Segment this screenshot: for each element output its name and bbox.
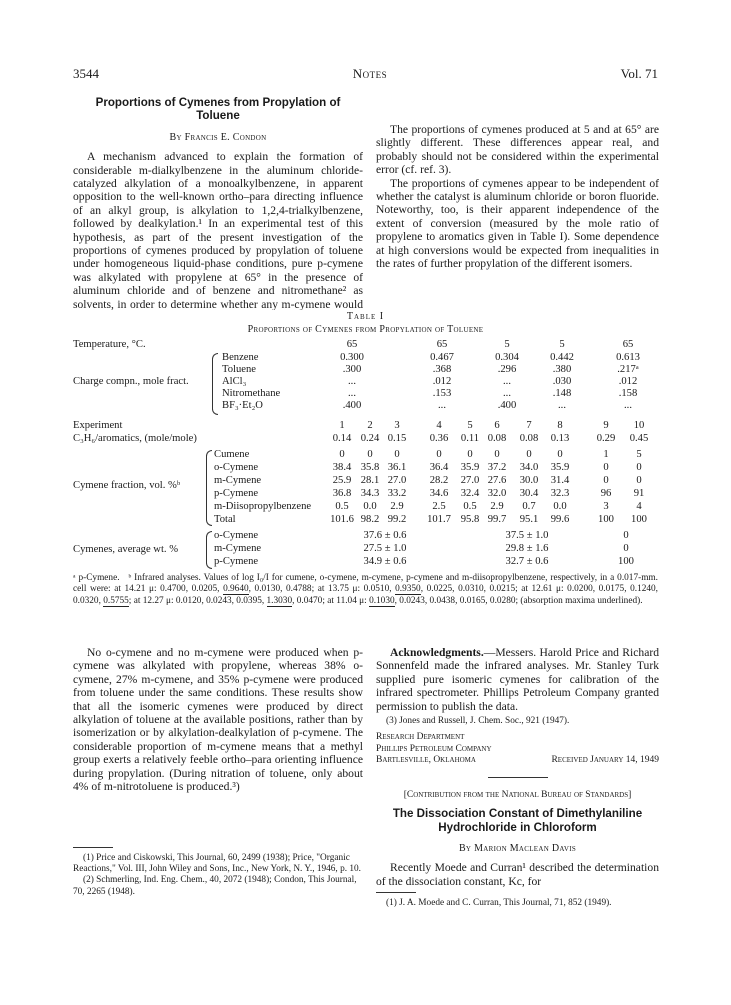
affiliation-city: Bartlesville, Oklahoma <box>376 755 476 766</box>
fraction-cell: 33.2 <box>387 488 407 499</box>
fraction-cell: 100 <box>631 514 647 525</box>
fraction-cell: 0 <box>557 449 563 460</box>
ratio-cell: 0.15 <box>387 433 407 444</box>
acknowledgments: Acknowledgments.—Messers. Harold Price and Richard Sonnenfeld made the infrared analyses. Mr. Stanley Turk supplied pure isomeric cymenes for calibration of the infrared spectrometer. Phillips Petroleum Company granted permission to publish the data. <box>376 646 659 713</box>
charge-row-name: Benzene <box>222 352 259 363</box>
average-brace <box>206 531 212 569</box>
fraction-cell: 27.0 <box>460 475 480 486</box>
fraction-cell: 0.5 <box>335 501 349 512</box>
ratio-cell: 0.29 <box>596 433 616 444</box>
charge-cell: ... <box>348 376 356 387</box>
fraction-cell: 37.2 <box>487 462 507 473</box>
charge-label: Charge compn., mole fract. <box>73 376 189 387</box>
fraction-cell: 35.8 <box>360 462 380 473</box>
fraction-cell: 99.7 <box>487 514 507 525</box>
ratio-cell: 0.36 <box>429 433 449 444</box>
ratio-cell: 0.08 <box>487 433 507 444</box>
charge-cell: ... <box>503 388 511 399</box>
fraction-cell: 1 <box>603 449 609 460</box>
fraction-cell: 36.8 <box>332 488 352 499</box>
charge-cell: .368 <box>432 364 452 375</box>
fraction-cell: 2.5 <box>432 501 446 512</box>
footnote-rule-2 <box>376 892 416 893</box>
fraction-cell: 3 <box>603 501 609 512</box>
experiment-cell: 4 <box>436 420 442 431</box>
fraction-cell: 34.6 <box>429 488 449 499</box>
charge-cell: .296 <box>497 364 517 375</box>
average-label: Cymenes, average wt. % <box>73 544 179 555</box>
experiment-cell: 6 <box>494 420 500 431</box>
ratio-cell: 0.45 <box>629 433 649 444</box>
fraction-cell: 0 <box>436 449 442 460</box>
article1-para1: A mechanism advanced to explain the formation of considerable m-dialkylbenzene in the aluminum chloride-catalyzed alkylation of a monoalkylbenzene, in apparent opposition to the well-known ortho–para directing influence of an alkyl group, is alkylation to 1,2,4-trialkylbenzene, followed by dealkylation.¹ In an experimental test of this hypothesis, as part of the present investigation of the proportions of cymenes produced by propylation of toluene under homogeneous liquid-phase conditions, pure p-cymene was alkylated with propylene at 65° in the presence of aluminum chloride and of benzene and nitromethane² as solvents, in order to determine whether any m-cymene would <box>73 150 363 311</box>
fraction-cell: 35.9 <box>550 462 570 473</box>
fraction-cell: 0 <box>603 462 609 473</box>
ratio-cell: 0.13 <box>550 433 570 444</box>
fraction-cell: 95.1 <box>519 514 539 525</box>
charge-cell: .380 <box>552 364 572 375</box>
charge-brace <box>212 353 218 415</box>
footnote-1: (1) Price and Ciskowski, This Journal, 60, 2499 (1938); Price, "Organic Reactions," Vol. III, John Wiley and Sons, Inc., New York, N. Y., 1946, p. 10. <box>73 853 362 875</box>
fraction-cell: 30.4 <box>519 488 539 499</box>
temp-label: Temperature, °C. <box>73 339 146 350</box>
page-number: 3544 <box>73 66 99 81</box>
table-title: Proportions of Cymenes from Propylation of Toluene <box>247 324 484 335</box>
average-cell: 100 <box>618 556 634 567</box>
article-separator <box>488 777 548 778</box>
table-notes <box>73 573 658 607</box>
charge-cell: 0.442 <box>550 352 574 363</box>
experiment-cell: 5 <box>467 420 473 431</box>
fraction-cell: 101.6 <box>330 514 354 525</box>
experiment-cell: 2 <box>367 420 373 431</box>
article2-byline: By Marion Maclean Davis <box>458 843 577 855</box>
footnote-2: (2) Schmerling, Ind. Eng. Chem., 40, 2072 (1948); Condon, This Journal, 70, 2265 (1948). <box>73 875 357 897</box>
table-note-a: ᵃ p-Cymene. <box>73 573 120 583</box>
fraction-cell: 0 <box>367 449 373 460</box>
fraction-cell: 36.4 <box>429 462 449 473</box>
fraction-brace <box>206 450 212 526</box>
temp-cell: 5 <box>559 339 565 350</box>
article2-footnote-1: (1) J. A. Moede and C. Curran, This Journal, 71, 852 (1949). <box>386 898 612 909</box>
average-row-name: o-Cymene <box>214 530 259 541</box>
charge-cell: ... <box>438 400 446 411</box>
article1-byline: By Francis E. Condon <box>169 131 267 143</box>
fraction-cell: 32.3 <box>550 488 570 499</box>
experiment-cell: 7 <box>526 420 532 431</box>
fraction-cell: 38.4 <box>332 462 352 473</box>
fraction-cell: 0 <box>526 449 532 460</box>
fraction-cell: 96 <box>600 488 612 499</box>
charge-cell: .300 <box>342 364 362 375</box>
charge-row-name: Toluene <box>222 364 256 375</box>
fraction-cell: 98.2 <box>360 514 380 525</box>
charge-cell: .012 <box>618 376 638 387</box>
temp-cell: 65 <box>346 339 358 350</box>
charge-cell: .153 <box>432 388 452 399</box>
fraction-row-name: p-Cymene <box>214 488 259 499</box>
article2-para1: Recently Moede and Curran¹ described the determination of the dissociation constant, Kc, for <box>376 861 659 888</box>
charge-cell: ... <box>624 400 632 411</box>
ratio-cell: 0.24 <box>360 433 380 444</box>
footnote-3: (3) Jones and Russell, J. Chem. Soc., 921 (1947). <box>386 716 570 727</box>
experiment-cell: 3 <box>394 420 400 431</box>
fraction-cell: 0 <box>339 449 345 460</box>
charge-cell: .012 <box>432 376 452 387</box>
fraction-cell: 0 <box>636 475 642 486</box>
fraction-cell: 0 <box>394 449 400 460</box>
charge-cell: ... <box>348 388 356 399</box>
fraction-cell: 99.6 <box>550 514 570 525</box>
charge-cell: .158 <box>618 388 638 399</box>
fraction-cell: 0.0 <box>363 501 377 512</box>
fraction-cell: 4 <box>636 501 642 512</box>
fraction-label: Cymene fraction, vol. %ᵇ <box>73 480 181 491</box>
article1-left-lower <box>73 646 363 898</box>
fraction-cell: 27.0 <box>387 475 407 486</box>
ratio-cell: 0.11 <box>460 433 480 444</box>
experiment-cell: 9 <box>603 420 609 431</box>
fraction-cell: 34.3 <box>360 488 380 499</box>
average-cell: 32.7 ± 0.6 <box>505 556 549 567</box>
fraction-cell: 0 <box>494 449 500 460</box>
charge-cell: 0.613 <box>616 352 640 363</box>
average-cell: 37.5 ± 1.0 <box>505 530 549 541</box>
affiliation-department: Research Department <box>376 732 465 743</box>
average-cell: 0 <box>623 530 629 541</box>
fraction-cell: 2.9 <box>490 501 504 512</box>
fraction-cell: 99.2 <box>387 514 407 525</box>
temp-cell: 65 <box>622 339 634 350</box>
article1-para3: The proportions of cymenes produced at 5 and at 65° are slightly different. These differences appear real, and probably should not be considered within the experimental error (cf. ref. 3). <box>376 123 659 177</box>
article2-title: The Dissociation Constant of Dimethylaniline Hydrochloride in Chloroform <box>392 807 643 834</box>
fraction-cell: 30.0 <box>519 475 539 486</box>
fraction-cell: 25.9 <box>332 475 352 486</box>
charge-cell: ... <box>558 400 566 411</box>
table-note-b: ᵇ Infrared analyses. Values of log I₀/I for cumene, o-cymene, m-cymene, p-cymene and m-diisopropylbenzene, respectively, in a 0.017-mm. cell were: at 14.21 μ: 0.4700, 0.0205, 0.9640, 0.0130, 0.4788; at 13.75 μ: 0.0510, 0.9350, 0.0225, 0.0310, 0.0215; at 12.61 μ: 0.0200, 0.0175, 0.1240, 0.0320, 0.5755; at 12.27 μ: 0.0120, 0.0243, 0.0395, 1.3030, 0.0470; at 11.04 μ: 0.1030, 0.0243, 0.0438, 0.0165, 0.0280; (absorption maxima underlined). <box>73 573 658 606</box>
fraction-cell: 0 <box>603 475 609 486</box>
average-row-name: p-Cymene <box>214 556 259 567</box>
section-heading: Notes <box>352 66 388 81</box>
experiment-label: Experiment <box>73 420 123 431</box>
fraction-cell: 0.5 <box>463 501 477 512</box>
experiment-cell: 10 <box>633 420 645 431</box>
fraction-cell: 28.1 <box>360 475 380 486</box>
fraction-cell: 2.9 <box>390 501 404 512</box>
fraction-row-name: m-Diisopropylbenzene <box>214 501 312 512</box>
charge-cell: .400 <box>497 400 517 411</box>
fraction-cell: 95.8 <box>460 514 480 525</box>
received-date: Received January 14, 1949 <box>551 755 659 766</box>
average-row-name: m-Cymene <box>214 543 262 554</box>
ratio-cell: 0.14 <box>332 433 352 444</box>
article1-title: Proportions of Cymenes from Propylation of Toluene <box>95 96 341 123</box>
charge-row-name: BF₃·Et₂O <box>222 400 263 411</box>
fraction-row-name: m-Cymene <box>214 475 262 486</box>
ack-label: Acknowledgments. <box>390 646 484 659</box>
fraction-cell: 0.7 <box>522 501 536 512</box>
experiment-cell: 8 <box>557 420 563 431</box>
fraction-row-name: Total <box>214 514 236 525</box>
contribution-note: [Contribution from the National Bureau of Standards] <box>403 789 632 800</box>
average-cell: 29.8 ± 1.6 <box>505 543 549 554</box>
charge-cell: 0.467 <box>430 352 454 363</box>
experiment-cell: 1 <box>339 420 345 431</box>
temp-cell: 65 <box>436 339 448 350</box>
fraction-cell: 27.6 <box>487 475 507 486</box>
average-cell: 27.5 ± 1.0 <box>363 543 407 554</box>
ratio-label: C₃H₆/aromatics, (mole/mole) <box>73 433 197 444</box>
affiliation-line <box>376 755 659 767</box>
charge-row-name: AlCl₃ <box>222 376 247 387</box>
affiliation-company: Phillips Petroleum Company <box>376 743 492 754</box>
charge-cell: .148 <box>552 388 572 399</box>
fraction-cell: 0.0 <box>553 501 567 512</box>
average-cell: 0 <box>623 543 629 554</box>
article1-para2: No o-cymene and no m-cymene were produced when p-cymene was alkylated with propylene, whereas 38% o-cymene, 27% m-cymene, and 35% p-cymene were produced from toluene under the same conditions. These results show that all the isomeric cymenes were produced by direct alkylation of toluene at the available positions, rather than by isomerization or by alkylation-dealkylation of p-cymene. The considerable proportion of m-cymene means that a methyl group exerts a relatively feeble ortho–para orienting influence during propylation. (During nitration of toluene, only about 4% of m-nitrotoluene is produced.³) <box>73 646 363 794</box>
fraction-cell: 0 <box>636 462 642 473</box>
charge-cell: .217ᵃ <box>617 364 639 375</box>
fraction-row-name: Cumene <box>214 449 250 460</box>
fraction-cell: 32.0 <box>487 488 507 499</box>
average-cell: 34.9 ± 0.6 <box>363 556 407 567</box>
fraction-cell: 35.9 <box>460 462 480 473</box>
charge-cell: 0.304 <box>495 352 519 363</box>
article1-right-lower <box>376 646 659 909</box>
charge-cell: .030 <box>552 376 572 387</box>
ratio-cell: 0.08 <box>519 433 539 444</box>
volume-label: Vol. 71 <box>620 66 658 81</box>
fraction-cell: 0 <box>467 449 473 460</box>
fraction-row-name: o-Cymene <box>214 462 259 473</box>
charge-cell: 0.300 <box>340 352 364 363</box>
table-label: Table I <box>346 311 385 322</box>
fraction-cell: 36.1 <box>387 462 407 473</box>
fraction-cell: 101.7 <box>427 514 451 525</box>
article1-para4: The proportions of cymenes appear to be independent of whether the catalyst is aluminum chloride or boron fluoride. Noteworthy, too, is their apparent independence of the extent of conversion (measured by the mole ratio of propylene to aromatics given in Table I). Some dependence at high conversions would be expected from inequalities in the rates of further propylation of the different isomers. <box>376 176 659 271</box>
footnote-rule <box>73 847 113 848</box>
average-cell: 37.6 ± 0.6 <box>363 530 407 541</box>
fraction-cell: 5 <box>636 449 642 460</box>
fraction-cell: 31.4 <box>550 475 570 486</box>
charge-cell: ... <box>503 376 511 387</box>
fraction-cell: 100 <box>598 514 614 525</box>
fraction-cell: 28.2 <box>429 475 449 486</box>
temp-cell: 5 <box>504 339 510 350</box>
charge-row-name: Nitromethane <box>222 388 281 399</box>
fraction-cell: 91 <box>633 488 645 499</box>
charge-cell: .400 <box>342 400 362 411</box>
fraction-cell: 34.0 <box>519 462 539 473</box>
fraction-cell: 32.4 <box>460 488 480 499</box>
